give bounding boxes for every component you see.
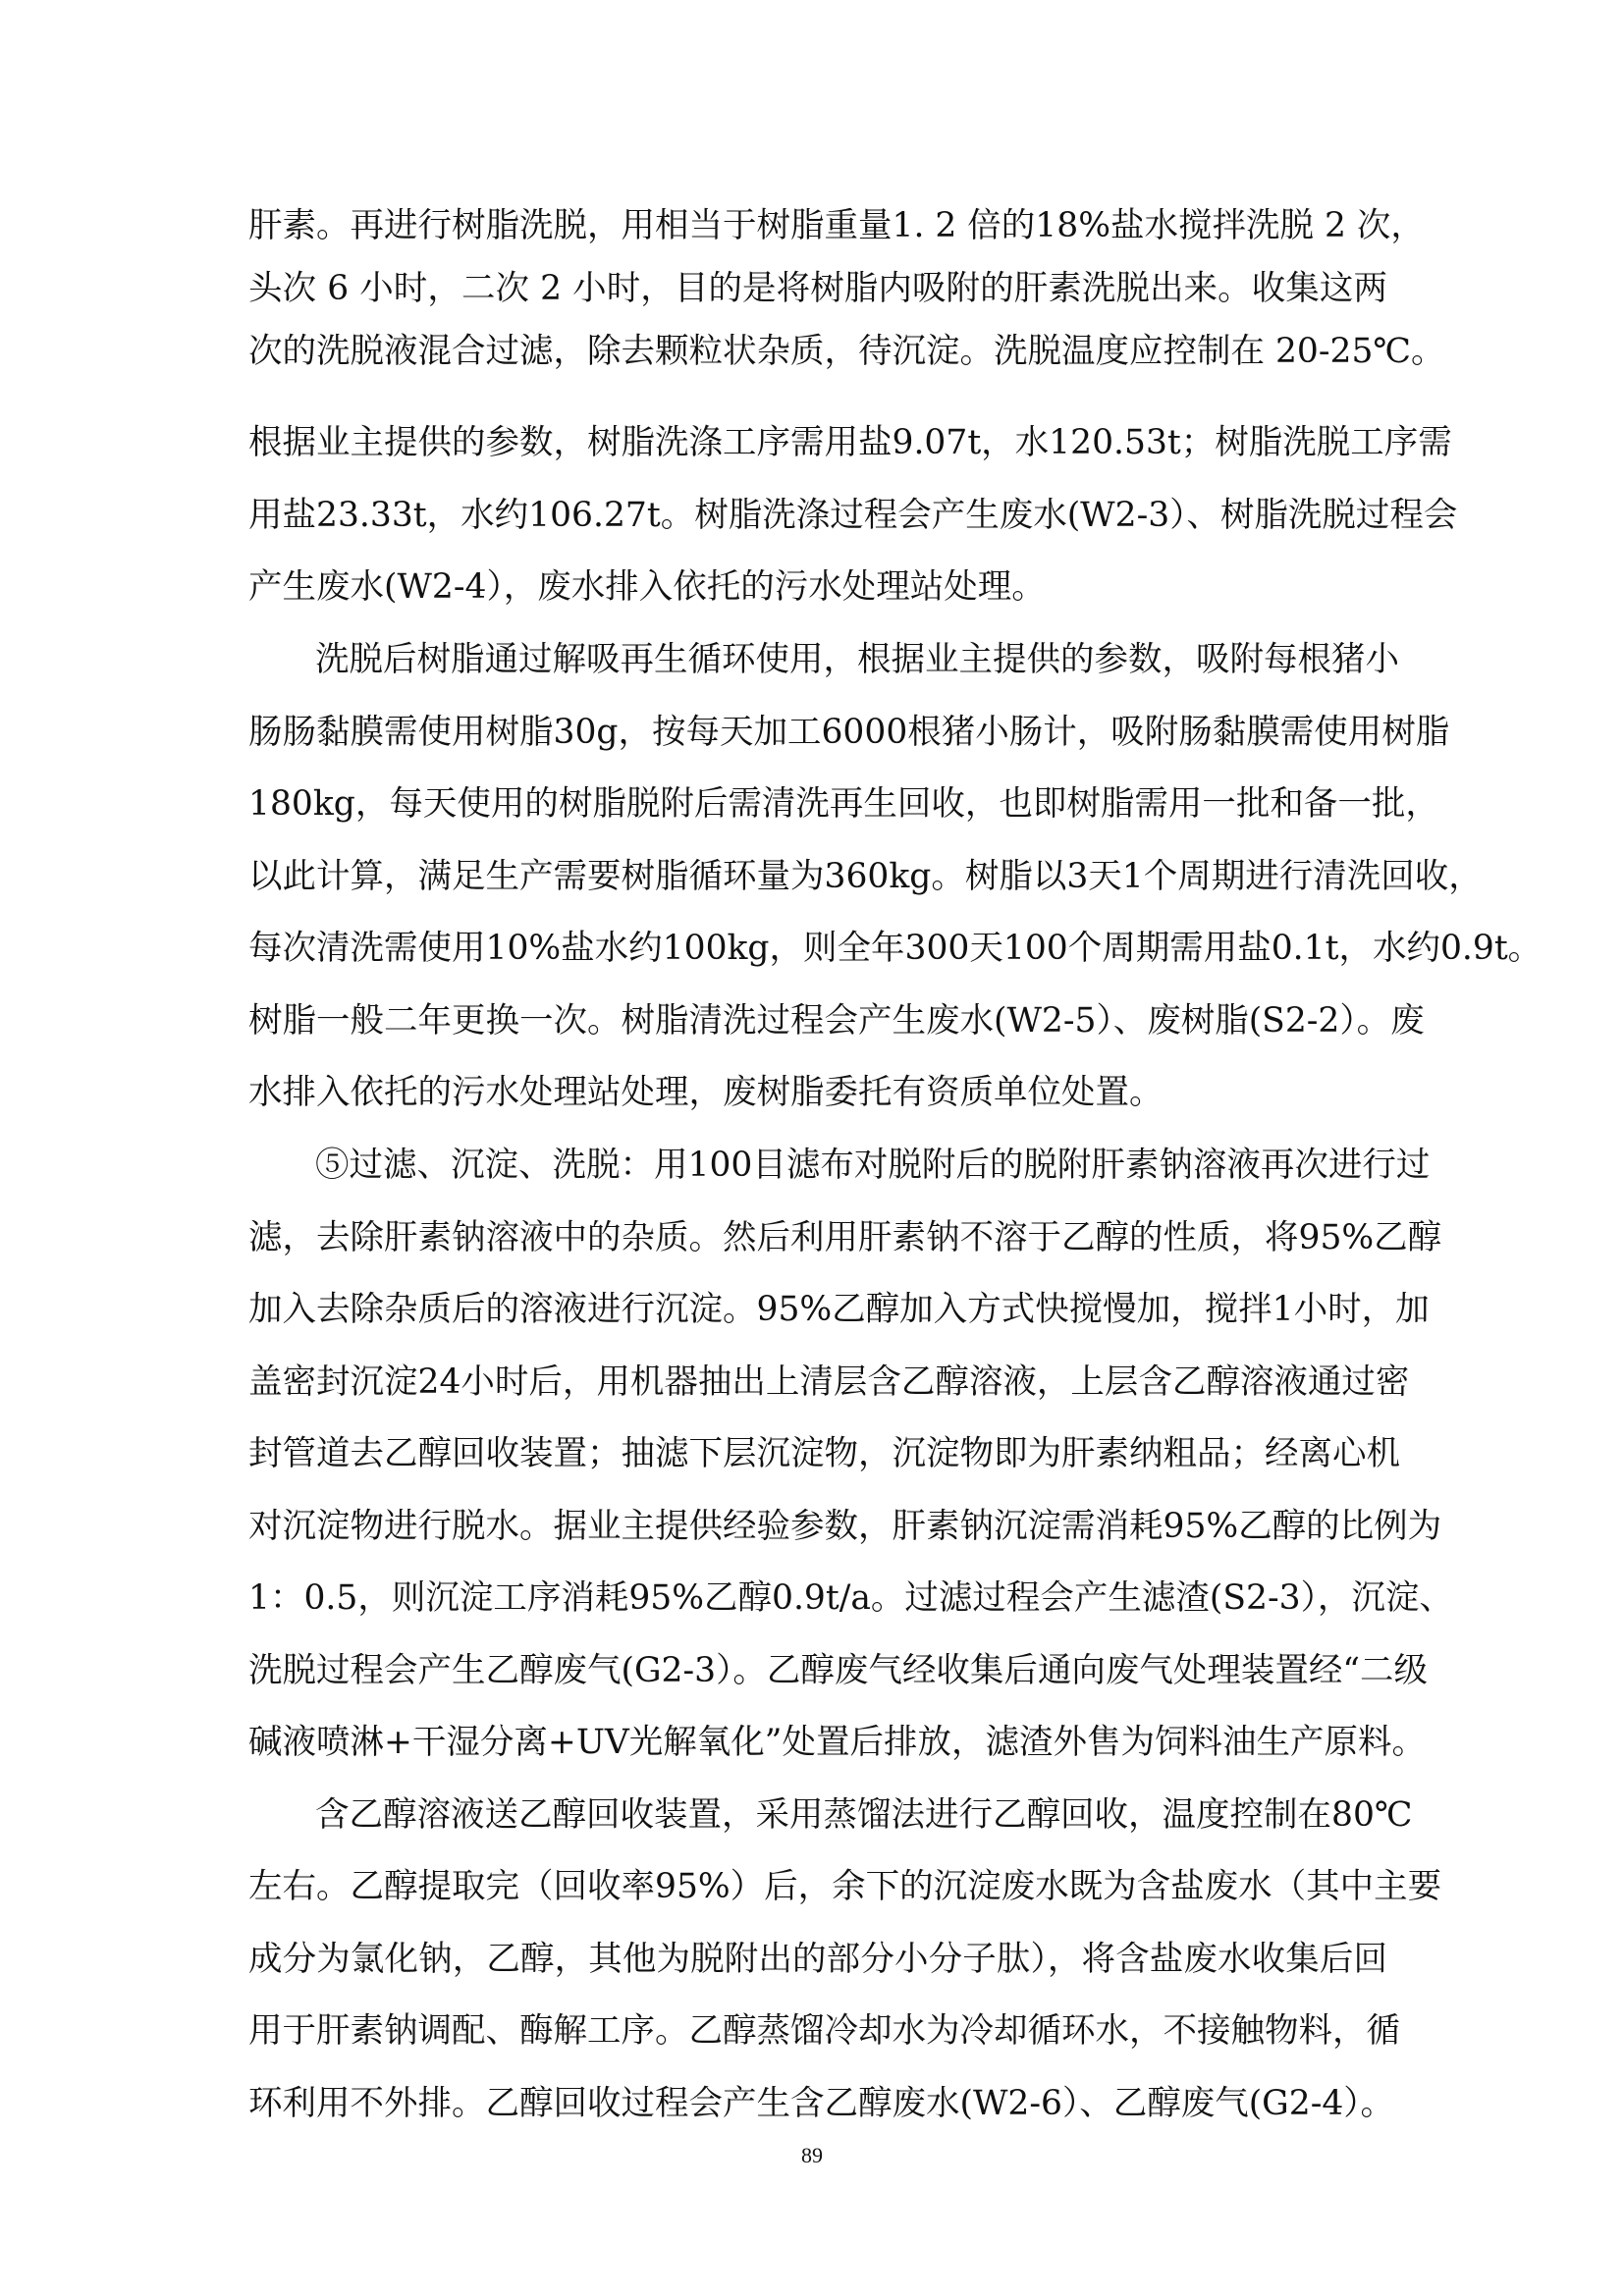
page-number: 89: [801, 2143, 823, 2167]
text-line: 盖密封沉淀24小时后，用机器抽出上清层含乙醇溶液，上层含乙醇溶液通过密: [248, 1362, 1410, 1402]
text-line: 碱液喷淋+干湿分离+UV光解氧化”处置后排放，滤渣外售为饲料油生产原料。: [248, 1723, 1426, 1762]
text-line: 左右。乙醇提取完（回收率95%）后，余下的沉淀废水既为含盐废水（其中主要: [248, 1867, 1442, 1906]
text-line: 洗脱过程会产生乙醇废气(G2-3）。乙醇废气经收集后通向废气处理装置经“二级: [248, 1651, 1428, 1690]
text-line: 用盐23.33t，水约106.27t。树脂洗涤过程会产生废水(W2-3）、树脂洗脱过程会: [248, 496, 1458, 535]
text-line: 成分为氯化钠，乙醇，其他为脱附出的部分小分子肽），将含盐废水收集后回: [248, 1940, 1387, 1979]
text-line: 180kg，每天使用的树脂脱附后需清洗再生回收，也即树脂需用一批和备一批，: [248, 784, 1439, 824]
text-line: 封管道去乙醇回收装置；抽滤下层沉淀物，沉淀物即为肝素纳粗品；经离心机: [248, 1434, 1400, 1473]
text-line: 对沉淀物进行脱水。据业主提供经验参数，肝素钠沉淀需消耗95%乙醇的比例为: [248, 1507, 1442, 1546]
text-line: 次的洗脱液混合过滤，除去颗粒状杂质，待沉淀。洗脱温度应控制在 20-25℃。: [248, 332, 1445, 371]
paragraph-first-line: 含乙醇溶液送乙醇回收装置，采用蒸馏法进行乙醇回收，温度控制在80℃: [315, 1795, 1413, 1835]
text-line: 加入去除杂质后的溶液进行沉淀。95%乙醇加入方式快搅慢加，搅拌1小时，加: [248, 1290, 1430, 1329]
text-line: 肝素。再进行树脂洗脱，用相当于树脂重量1. 2 倍的18%盐水搅拌洗脱 2 次，: [248, 206, 1425, 245]
text-line: 肠肠黏膜需使用树脂30g，按每天加工6000根猪小肠计，吸附肠黏膜需使用树脂: [248, 713, 1450, 752]
paragraph-first-line: ⑤过滤、沉淀、洗脱：用100目滤布对脱附后的脱附肝素钠溶液再次进行过: [315, 1146, 1431, 1185]
text-line: 产生废水(W2-4），废水排入依托的污水处理站处理。: [248, 567, 1046, 607]
text-line: 头次 6 小时，二次 2 小时，目的是将树脂内吸附的肝素洗脱出来。收集这两: [248, 269, 1387, 308]
text-line: 环利用不外排。乙醇回收过程会产生含乙醇废水(W2-6）、乙醇废气(G2-4）。: [248, 2084, 1395, 2123]
text-line: 树脂一般二年更换一次。树脂清洗过程会产生废水(W2-5）、废树脂(S2-2）。废: [248, 1001, 1425, 1041]
text-line: 水排入依托的污水处理站处理，废树脂委托有资质单位处置。: [248, 1073, 1164, 1112]
text-line: 根据业主提供的参数，树脂洗涤工序需用盐9.07t，水120.53t；树脂洗脱工序需: [248, 423, 1452, 462]
text-line: 1：0.5，则沉淀工序消耗95%乙醇0.9t/a。过滤过程会产生滤渣(S2-3），沉淀、: [248, 1578, 1453, 1618]
text-line: 每次清洗需使用10%盐水约100kg，则全年300天100个周期需用盐0.1t，水约0.9t。: [248, 929, 1543, 968]
paragraph-first-line: 洗脱后树脂通过解吸再生循环使用，根据业主提供的参数，吸附每根猪小: [315, 640, 1399, 679]
text-line: 用于肝素钠调配、酶解工序。乙醇蒸馏冷却水为冷却循环水，不接触物料，循: [248, 2011, 1400, 2051]
text-line: 滤，去除肝素钠溶液中的杂质。然后利用肝素钠不溶于乙醇的性质，将95%乙醇: [248, 1218, 1442, 1257]
text-line: 以此计算，满足生产需要树脂循环量为360kg。树脂以3天1个周期进行清洗回收，: [248, 857, 1483, 896]
